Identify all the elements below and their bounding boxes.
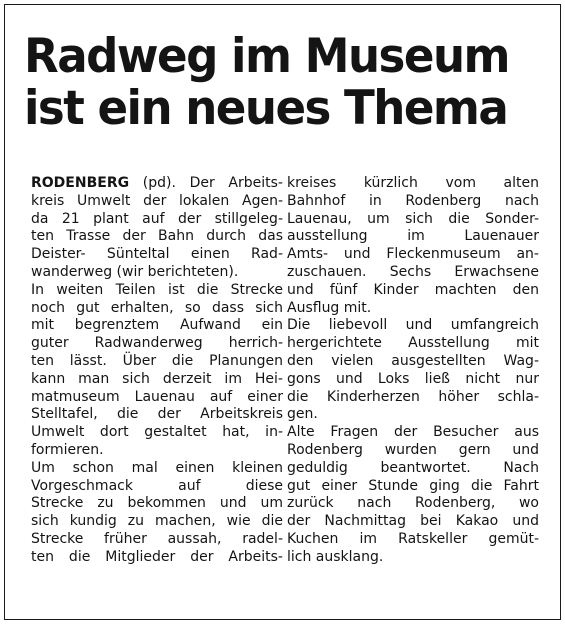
article-line: Amts- und Fleckenmuseum an- [287, 246, 539, 263]
article-line: zuschauen. Sechs Erwachsene [287, 263, 539, 280]
newspaper-clipping [4, 4, 561, 620]
article-line: Lauenau, um sich die Sonder- [287, 210, 539, 227]
article-line: gen. [287, 406, 318, 423]
article-line: ten die Mitglieder der Arbeits- [31, 548, 283, 565]
article-line: Alte Fragen der Besucher aus [287, 424, 539, 441]
article-line: geduldig beantwortet. Nach [287, 459, 539, 476]
article-line: und fünf Kinder machten den [287, 281, 539, 298]
article-line: der Nachmittag bei Kakao und [287, 513, 539, 530]
article-line: ausstellung im Lauenauer [287, 228, 539, 245]
article-line: matmuseum Lauenau auf einer [31, 388, 283, 405]
headline-line-2: ist ein neues Thema [24, 81, 508, 136]
article-line [31, 175, 283, 193]
article-line: Ausflug mit. [287, 299, 372, 316]
article-line: wanderweg (wir berichteten). [31, 263, 239, 280]
article-line: noch gut erhalten, so dass sich [31, 299, 283, 316]
article-column-left [31, 175, 283, 567]
article-line: sich kundig zu machen, wie die [31, 513, 283, 530]
article-line: kreises kürzlich vom alten [287, 175, 539, 191]
article-line: gut einer Stunde ging die Fahrt [287, 477, 539, 494]
article-line: Kuchen im Ratskeller gemüt- [287, 530, 539, 547]
article-line: den vielen ausgestellten Wag- [287, 352, 539, 369]
article-line: Strecke zu bekommen und um [31, 495, 283, 512]
headline-line-1: Radweg im Museum [24, 29, 510, 84]
article-line: kann man sich derzeit im Hei- [31, 370, 283, 387]
article-line: Umwelt dort gestaltet hat, in- [31, 424, 283, 441]
article-line-text: (pd). Der Arbeits- [129, 175, 283, 191]
article-line: Stelltafel, die der Arbeitskreis [31, 406, 283, 423]
article-headline [24, 31, 533, 135]
article-line: formieren. [31, 441, 104, 458]
article-line: kreis Umwelt der lokalen Agen- [31, 192, 283, 209]
article-line: Strecke früher aussah, radel- [31, 530, 283, 547]
article-line: Bahnhof in Rodenberg nach [287, 192, 539, 209]
article-line: mit begrenztem Aufwand ein [31, 317, 283, 334]
article-line: Deister- Sünteltal einen Rad- [31, 246, 283, 263]
article-line: Vorgeschmack auf diese [31, 477, 283, 494]
article-line: ten Trasse der Bahn durch das [31, 228, 283, 245]
dateline: RODENBERG [31, 175, 130, 191]
article-line: Um schon mal einen kleinen [31, 459, 283, 476]
article-line: gons und Loks ließ nicht nur [287, 370, 539, 387]
article-line: hergerichtete Ausstellung mit [287, 335, 539, 352]
article-line: die Kinderherzen höher schla- [287, 388, 539, 405]
article-column-right [287, 175, 539, 567]
article-line: da 21 plant auf der stillgeleg- [31, 210, 283, 227]
article-line: Rodenberg wurden gern und [287, 441, 539, 458]
article-line: In weiten Teilen ist die Strecke [31, 281, 283, 298]
article-line: lich ausklang. [287, 548, 384, 565]
article-line: zurück nach Rodenberg, wo [287, 495, 539, 512]
article-line: Die liebevoll und umfangreich [287, 317, 539, 334]
article-line: ten lässt. Über die Planungen [31, 352, 283, 369]
article-line: guter Radwanderweg herrich- [31, 335, 283, 352]
